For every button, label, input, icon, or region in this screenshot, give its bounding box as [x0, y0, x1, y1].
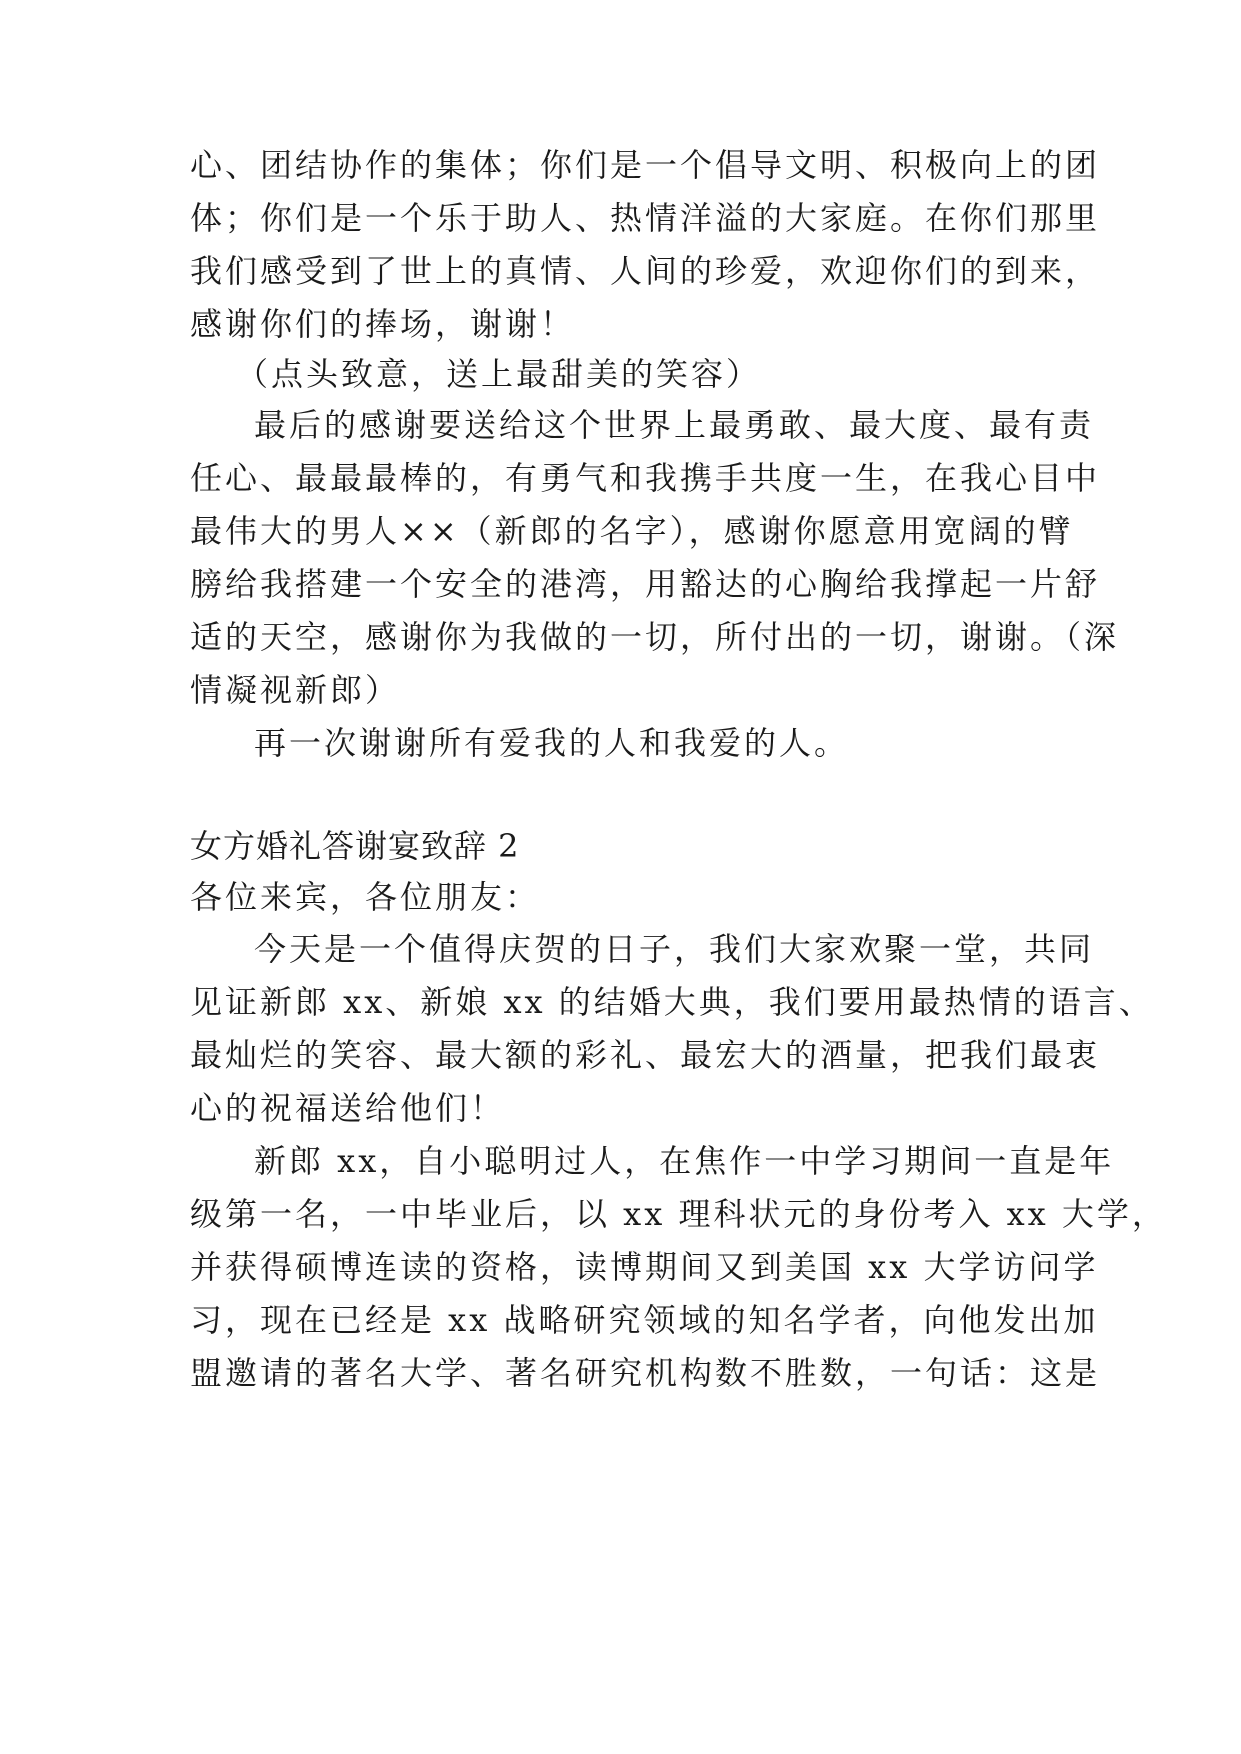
paragraph-line: 级第一名，一中毕业后，以 xx 理科状元的身份考入 xx 大学， — [190, 1195, 1167, 1233]
paragraph-line: 膀给我搭建一个安全的港湾，用豁达的心胸给我撑起一片舒 — [190, 565, 1101, 603]
paragraph-line: 并获得硕博连读的资格，读博期间又到美国 xx 大学访问学 — [190, 1248, 1099, 1286]
paragraph-line: 最伟大的男人××（新郎的名字），感谢你愿意用宽阔的臂 — [190, 512, 1074, 550]
paragraph-line: 盟邀请的著名大学、著名研究机构数不胜数，一句话：这是 — [190, 1354, 1101, 1392]
paragraph-line: 情凝视新郎） — [190, 671, 401, 709]
paragraph-line: 习，现在已经是 xx 战略研究领域的知名学者，向他发出加 — [190, 1301, 1099, 1339]
salutation: 各位来宾，各位朋友： — [190, 878, 541, 916]
section-title: 女方婚礼答谢宴致辞 2 — [190, 827, 520, 865]
stage-direction: （点头致意，送上最甜美的笑容） — [236, 355, 762, 393]
paragraph-line: 适的天空，感谢你为我做的一切，所付出的一切，谢谢。（深 — [190, 618, 1120, 656]
paragraph-line: 今天是一个值得庆贺的日子，我们大家欢聚一堂，共同 — [254, 930, 1095, 968]
paragraph-line: 我们感受到了世上的真情、人间的珍爱，欢迎你们的到来， — [190, 252, 1101, 290]
paragraph-line: 心的祝福送给他们！ — [190, 1089, 506, 1127]
paragraph-line: 见证新郎 xx、新娘 xx 的结婚大典，我们要用最热情的语言、 — [190, 983, 1154, 1021]
paragraph-line: 任心、最最最棒的，有勇气和我携手共度一生，在我心目中 — [190, 459, 1101, 497]
paragraph-line: 心、团结协作的集体；你们是一个倡导文明、积极向上的团 — [190, 146, 1101, 184]
paragraph-line: 感谢你们的捧场，谢谢！ — [190, 305, 576, 343]
paragraph-line: 体；你们是一个乐于助人、热情洋溢的大家庭。在你们那里 — [190, 199, 1101, 237]
paragraph-line: 最灿烂的笑容、最大额的彩礼、最宏大的酒量，把我们最衷 — [190, 1036, 1101, 1074]
paragraph-line: 最后的感谢要送给这个世界上最勇敢、最大度、最有责 — [254, 406, 1095, 444]
paragraph-line: 新郎 xx，自小聪明过人，在焦作一中学习期间一直是年 — [254, 1142, 1115, 1180]
closing-line: 再一次谢谢所有爱我的人和我爱的人。 — [254, 724, 850, 762]
